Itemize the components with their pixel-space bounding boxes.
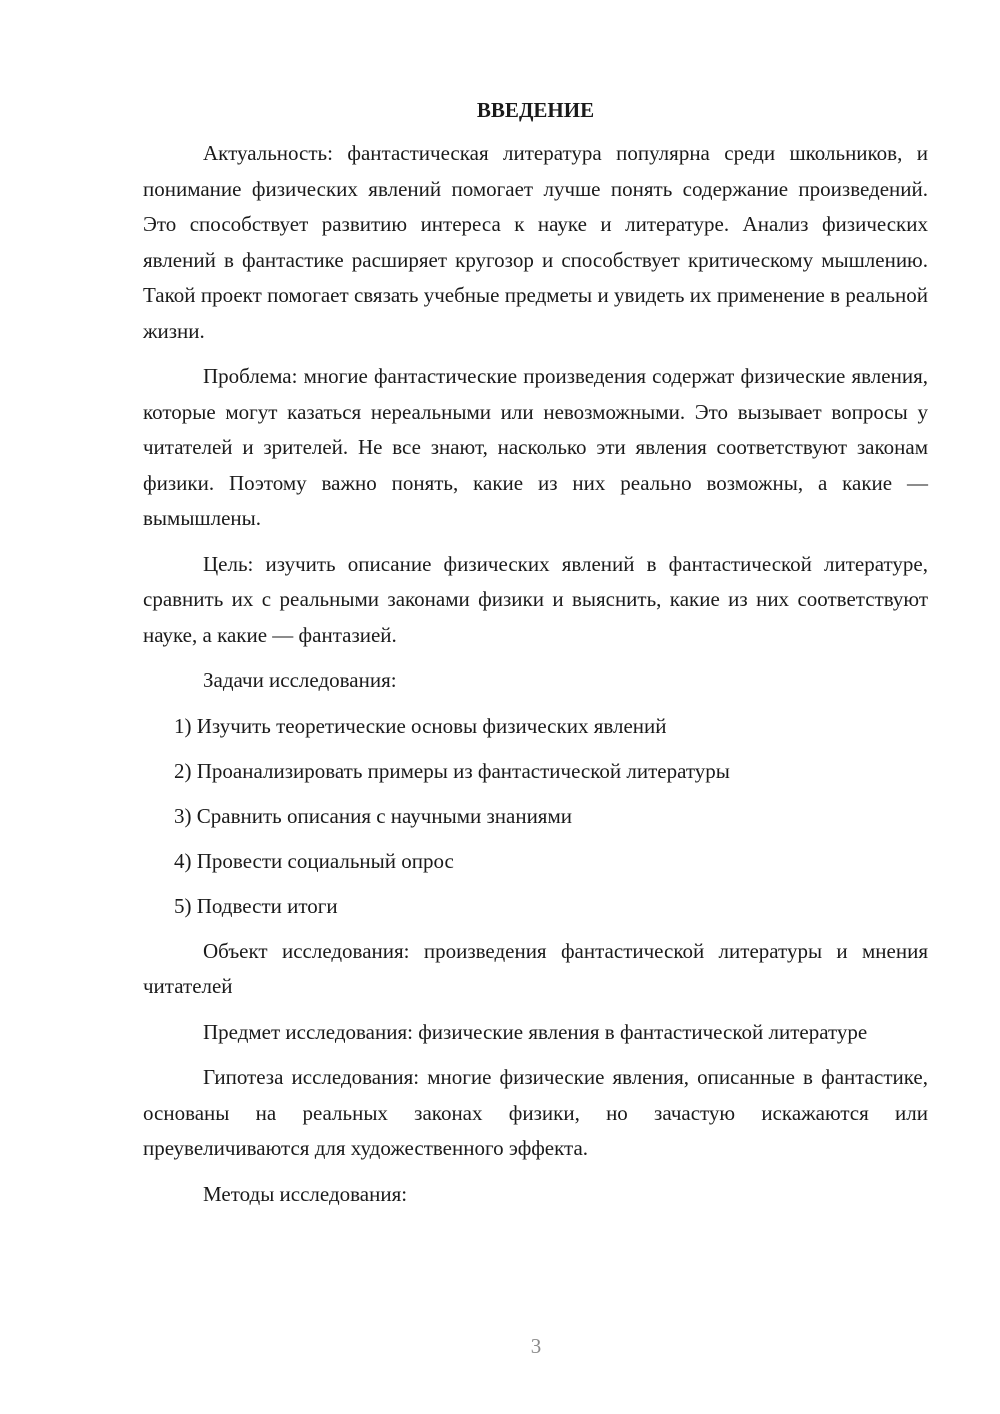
list-item: 2) Проанализировать примеры из фантастической литературы: [174, 758, 730, 783]
tasks-list: [143, 709, 928, 925]
subject-paragraph: Предмет исследования: физические явления в фантастической литературе: [203, 1019, 868, 1044]
list-item: 3) Сравнить описания с научными знаниями: [174, 803, 572, 828]
tasks-title: Задачи исследования:: [203, 668, 397, 692]
object-paragraph: Объект исследования: произведения фантастической литературы и мнения читателей: [143, 938, 928, 998]
list-item: 4) Провести социальный опрос: [174, 848, 454, 873]
methods-title: Методы исследования:: [203, 1181, 408, 1206]
list-item: 1) Изучить теоретические основы физических явлений: [174, 713, 667, 738]
relevance-paragraph: Актуальность: фантастическая литература популярна среди школьников, и понимание физических явлений помогает лучше понять содержание произведений. Это способствует развитию интереса к науке и литературе. Анализ физических явлений в фантастике расширяет кругозор и способствует критическому мышлению. Такой проект помогает связать учебные предметы и увидеть их применение в реальной жизни.: [143, 141, 928, 343]
section-heading: ВВЕДЕНИЕ: [476, 98, 595, 122]
list-item: 5) Подвести итоги: [174, 893, 338, 918]
problem-paragraph: Проблема: многие фантастические произведения содержат физические явления, которые могут казаться нереальными или невозможными. Это вызывает вопросы у читателей и зрителей. Не все знают, насколько эти явления соответствуют законам физики. Поэтому важно понять, какие из них реально возможны, а какие — вымышлены.: [143, 364, 928, 530]
hypothesis-paragraph: Гипотеза исследования: многие физические явления, описанные в фантастике, основаны на реальных законах физики, но зачастую искажаются или преувеличиваются для художественного эффекта.: [143, 1065, 928, 1160]
document-page: [143, 94, 928, 1222]
goal-paragraph: Цель: изучить описание физических явлений в фантастической литературе, сравнить их с реальными законами физики и выяснить, какие из них соответствуют науке, а какие — фантазией.: [143, 551, 928, 647]
page-number: 3: [530, 1334, 542, 1358]
